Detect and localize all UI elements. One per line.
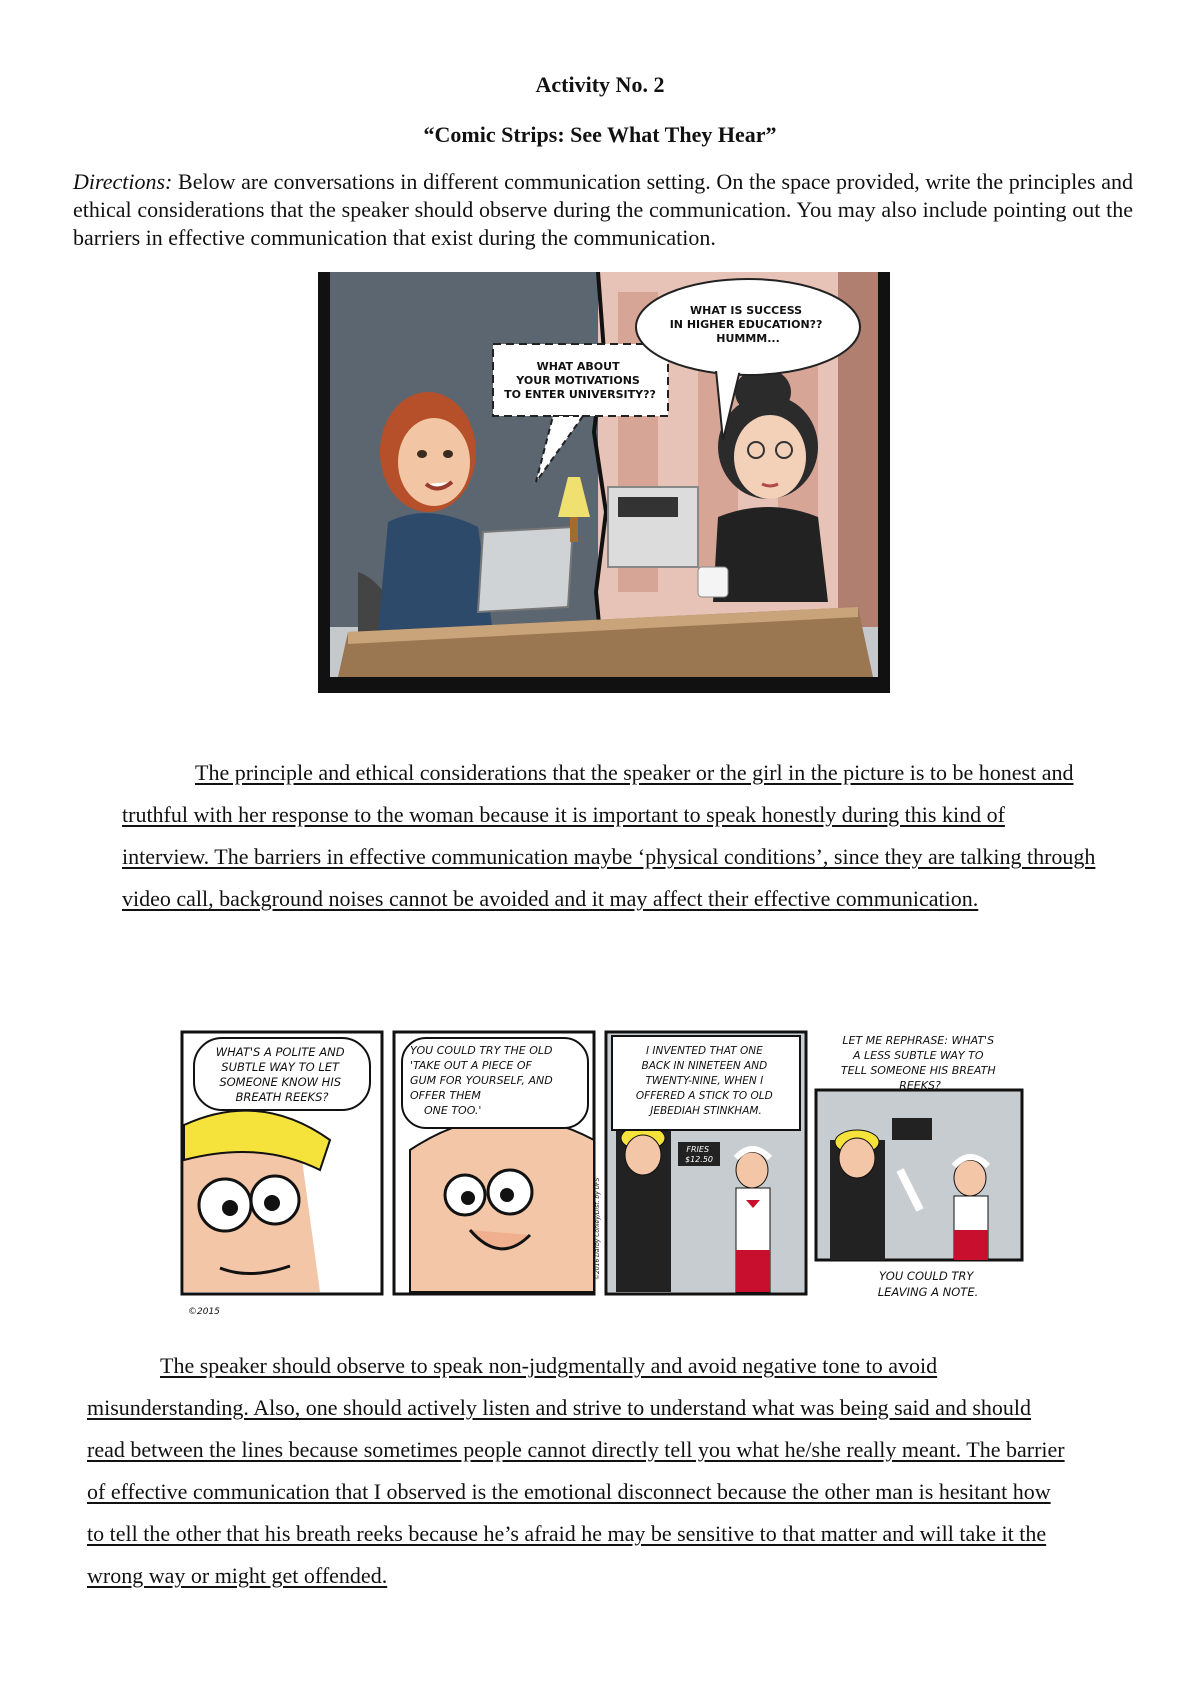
- panel4-bottom-line: LEAVING A NOTE.: [877, 1285, 979, 1299]
- comic-panel-1: [182, 1032, 382, 1317]
- panel2-line: 'TAKE OUT A PIECE OF: [410, 1059, 532, 1072]
- panel4-bottom-text: [878, 1269, 979, 1299]
- panel2-line: ONE TOO.': [424, 1104, 482, 1117]
- strip-credit: ©2015: [188, 1307, 220, 1317]
- price-sign-text: [685, 1145, 713, 1164]
- panel4-line: TELL SOMEONE HIS BREATH: [840, 1064, 996, 1077]
- directions-label: Directions:: [73, 169, 173, 194]
- comic-panel-3: [594, 1032, 806, 1294]
- bubble-right-line: WHAT IS SUCCESS: [690, 304, 803, 317]
- comic-panel-2: [394, 1032, 594, 1294]
- bubble-left-line: TO ENTER UNIVERSITY??: [504, 388, 656, 401]
- panel2-line: GUM FOR YOURSELF, AND: [410, 1074, 553, 1087]
- panel3-line: OFFERED A STICK TO OLD: [635, 1090, 773, 1102]
- bubble-right-line: IN HIGHER EDUCATION??: [669, 318, 823, 331]
- panel3-line: JEBEDIAH STINKHAM.: [650, 1105, 762, 1117]
- price-sign-line: FRIES: [686, 1145, 710, 1154]
- panel4-line: LET ME REPHRASE: WHAT'S: [842, 1034, 995, 1047]
- comic-interview-image: [318, 272, 890, 693]
- directions-text: Below are conversations in different communication setting. On the space provided, write the principles and ethical considerations that the speaker should observe during the communication. You may also include pointing out the barriers in effective communication that exist during the communication.: [73, 169, 1133, 250]
- panel2-line: YOU COULD TRY THE OLD: [410, 1044, 553, 1057]
- activity-subtitle: “Comic Strips: See What They Hear”: [423, 122, 777, 147]
- panel1-line: WHAT'S A POLITE AND: [215, 1045, 345, 1059]
- panel4-text: [841, 1034, 999, 1092]
- panel3-line: TWENTY-NINE, WHEN I: [645, 1075, 764, 1087]
- bubble-left-line: WHAT ABOUT: [536, 360, 620, 373]
- panel3-line: BACK IN NINETEEN AND: [641, 1060, 768, 1072]
- panel3-text: [636, 1045, 776, 1117]
- comic-panel-4: [816, 1034, 1022, 1299]
- panel1-text: [216, 1045, 348, 1104]
- bubble-left-line: YOUR MOTIVATIONS: [516, 374, 640, 387]
- panel4-line: REEKS?: [899, 1079, 941, 1092]
- activity-title: Activity No. 2: [535, 72, 665, 97]
- answer-two-paragraph: The speaker should observe to speak non-judgmentally and avoid negative tone to avoid misunderstanding. Also, one should actively listen and strive to understand what was being said and should read between the lines because sometimes people cannot directly tell you what he/she really meant. The barrier of effective communication that I observed is the emotional disconnect because the other man is hesitant how to tell the other that his breath reeks because he’s afraid he may be sensitive to that matter and will take it the wrong way or might get offended.: [87, 1353, 1065, 1588]
- panel1-line: SUBTLE WAY TO LET: [221, 1060, 340, 1074]
- panel1-line: BREATH REEKS?: [235, 1090, 329, 1104]
- comic-strip-image: [180, 1030, 1028, 1324]
- price-sign-line: $12.50: [685, 1155, 713, 1164]
- panel4-line: A LESS SUBTLE WAY TO: [853, 1049, 984, 1062]
- panel4-bottom-line: YOU COULD TRY: [878, 1269, 974, 1283]
- panel1-line: SOMEONE KNOW HIS: [219, 1075, 342, 1089]
- side-credit: ©2016 Darby Conley/Dist. by UFS: [594, 1177, 601, 1280]
- panel3-line: I INVENTED THAT ONE: [645, 1045, 763, 1057]
- panel2-line: OFFER THEM: [410, 1089, 481, 1102]
- directions-paragraph: [73, 168, 1133, 252]
- answer-one-paragraph: The principle and ethical considerations that the speaker or the girl in the picture is to be honest and truthful with her response to the woman because it is important to speak honestly during this kind of interview. The barriers in effective communication maybe ‘physical conditions’, since they are talking through video call, background noises cannot be avoided and it may affect their effective communication.: [122, 760, 1096, 911]
- bubble-right-line: HUMMM...: [716, 332, 780, 345]
